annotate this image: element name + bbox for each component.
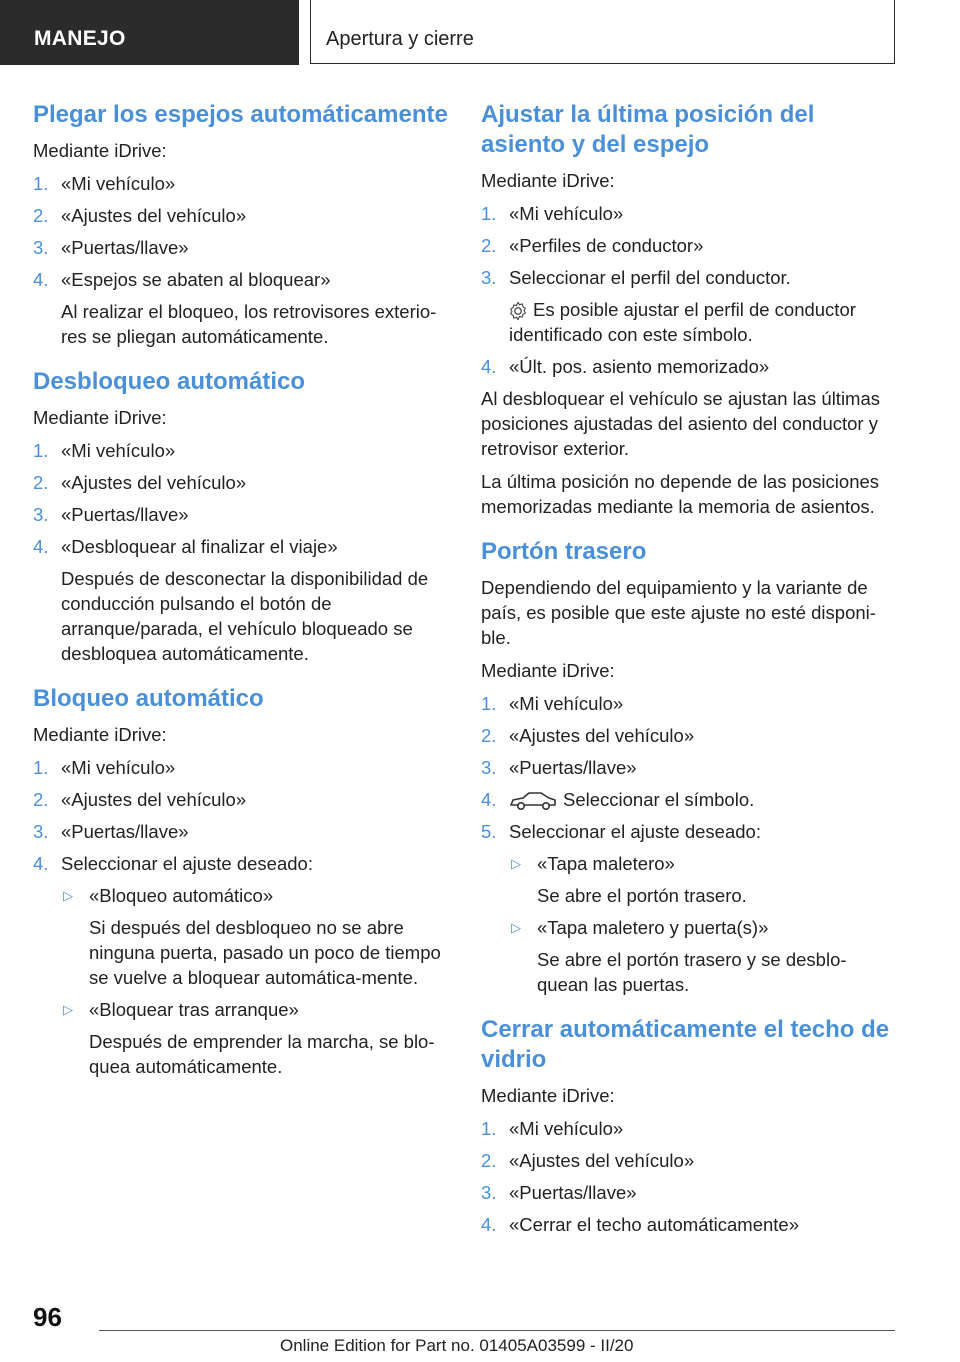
- heading-mirrors: Plegar los espejos automáticamente: [33, 101, 448, 128]
- footer-edition: Online Edition for Part no. 01405A03599 - II/20: [280, 1336, 634, 1355]
- section-roof: [481, 1015, 896, 1237]
- paragraph: La última posición no depende de las posiciones memorizadas mediante la memoria de asientos.: [481, 471, 880, 518]
- list-item: 1. «Mi vehículo»: [481, 1118, 624, 1140]
- heading-tailgate: Portón trasero: [481, 538, 647, 566]
- intro-text: Mediante iDrive:: [481, 1085, 615, 1107]
- option-item: ▷ «Tapa maletero» Se abre el portón trasero.: [509, 851, 896, 908]
- intro-text: Mediante iDrive:: [33, 724, 167, 745]
- list-item: 3. «Puertas/llave»: [33, 821, 189, 842]
- list-item: 2. «Ajustes del vehículo»: [33, 205, 247, 226]
- car-icon: [509, 790, 557, 812]
- option-desc: Después de emprender la marcha, se blo-quea automáticamente.: [89, 1031, 435, 1077]
- list-item: 2. «Perfiles de conductor»: [481, 235, 704, 256]
- list-item: 1. «Mi vehículo»: [33, 757, 176, 778]
- step-note: Al realizar el bloqueo, los retrovisores exterio-res se pliegan automáticamente.: [61, 301, 437, 347]
- section-seat: [481, 100, 896, 519]
- heading-unlock: Desbloqueo automático: [33, 368, 306, 395]
- step-note: Es posible ajustar el perfil de conductor identificado con este símbolo.: [509, 299, 856, 346]
- triangle-bullet-icon: ▷: [63, 888, 73, 903]
- list-item: 4. «Espejos se abaten al bloquear» Al realizar el bloqueo, los retrovisores exterio-res se pliegan automáticamente.: [33, 267, 453, 349]
- section-lock: [33, 684, 453, 1079]
- heading-seat: Ajustar la última posición del asiento y del espejo: [481, 101, 815, 158]
- list-item: 4. Seleccionar el símbolo.: [481, 787, 896, 812]
- list-item: 4. Seleccionar el ajuste deseado: ▷ «Bloqueo automático» Si después del desbloqueo no se abre ninguna puerta, pasado un poco de tiempo se vuelve a bloquear automática-mente. ▷ «Bloquear tras arranque» Después de emprender la marcha, se blo-quea automáticamente.: [33, 851, 453, 1079]
- header-title-box: [310, 0, 895, 64]
- right-column: [481, 100, 896, 1255]
- step-note: Después de desconectar la disponibilidad de conducción pulsando el botón de arranque/parada, el vehículo bloqueado se desbloquea automáticamente.: [61, 568, 429, 664]
- section-unlock: [33, 367, 453, 666]
- triangle-bullet-icon: ▷: [511, 856, 521, 872]
- option-desc: Si después del desbloqueo no se abre ninguna puerta, pasado un poco de tiempo se vuelve a bloquear automática-mente.: [89, 917, 441, 988]
- list-item: 2. «Ajustes del vehículo»: [481, 725, 695, 747]
- section-tailgate: [481, 537, 896, 997]
- gear-icon: [507, 300, 529, 322]
- option-item: ▷ «Bloquear tras arranque» Después de emprender la marcha, se blo-quea automáticamente.: [61, 997, 453, 1079]
- heading-roof: Cerrar automáticamente el techo de vidrio: [481, 1016, 890, 1074]
- header-section-label: MANEJO: [34, 27, 126, 50]
- list-item: 5. Seleccionar el ajuste deseado: ▷ «Tapa maletero» Se abre el portón trasero. ▷ «Tapa maletero y puerta(s)» Se abre el portón trasero y se desblo-quean las puertas.: [481, 819, 896, 997]
- list-item: 3. «Puertas/llave»: [481, 1182, 637, 1204]
- list-item: 4. «Últ. pos. asiento memorizado»: [481, 356, 770, 378]
- list-item: 3. «Puertas/llave»: [481, 757, 637, 779]
- list-item: 3. «Puertas/llave»: [33, 237, 189, 258]
- footer-divider: [99, 1330, 895, 1331]
- list-item: 1. «Mi vehículo»: [481, 203, 624, 224]
- list-item: 4. «Desbloquear al finalizar el viaje» Después de desconectar la disponibilidad de conducción pulsando el botón de arranque/parada, el vehículo bloqueado se desbloquea automáticamente.: [33, 534, 453, 666]
- paragraph: Al desbloquear el vehículo se ajustan las últimas posiciones ajustadas del asiento del conductor y retrovisor exterior.: [481, 388, 881, 460]
- option-desc: Se abre el portón trasero.: [537, 885, 747, 907]
- intro-text: Mediante iDrive:: [33, 140, 167, 161]
- list-item: 2. «Ajustes del vehículo»: [33, 789, 247, 810]
- triangle-bullet-icon: ▷: [63, 1002, 73, 1017]
- list-item: 3. Seleccionar el perfil del conductor. Es posible ajustar el perfil de conductor identificado con este símbolo.: [481, 265, 896, 347]
- triangle-bullet-icon: ▷: [511, 920, 521, 936]
- list-item: 1. «Mi vehículo»: [33, 440, 176, 461]
- list-item: 4. «Cerrar el techo automáticamente»: [481, 1214, 799, 1236]
- paragraph: Dependiendo del equipamiento y la variante de país, es posible que este ajuste no esté disponi-ble.: [481, 577, 876, 649]
- header-section-tab: [0, 0, 299, 65]
- list-item: 2. «Ajustes del vehículo»: [481, 1150, 695, 1172]
- intro-text: Mediante iDrive:: [33, 407, 167, 428]
- list-item: 2. «Ajustes del vehículo»: [33, 472, 247, 493]
- page-number: 96: [33, 1302, 62, 1332]
- option-item: ▷ «Bloqueo automático» Si después del desbloqueo no se abre ninguna puerta, pasado un poco de tiempo se vuelve a bloquear automática-mente.: [61, 883, 453, 990]
- option-item: ▷ «Tapa maletero y puerta(s)» Se abre el portón trasero y se desblo-quean las puertas.: [509, 915, 896, 997]
- option-desc: Se abre el portón trasero y se desblo-quean las puertas.: [537, 949, 847, 996]
- header-title: Apertura y cierre: [326, 28, 474, 50]
- list-item: 1. «Mi vehículo»: [33, 173, 176, 194]
- heading-lock: Bloqueo automático: [33, 685, 264, 712]
- intro-text: Mediante iDrive:: [481, 660, 615, 682]
- left-column: [33, 100, 453, 1097]
- intro-text: Mediante iDrive:: [481, 170, 615, 191]
- list-item: 1. «Mi vehículo»: [481, 693, 624, 715]
- list-item: 3. «Puertas/llave»: [33, 504, 189, 525]
- section-mirrors: [33, 100, 453, 349]
